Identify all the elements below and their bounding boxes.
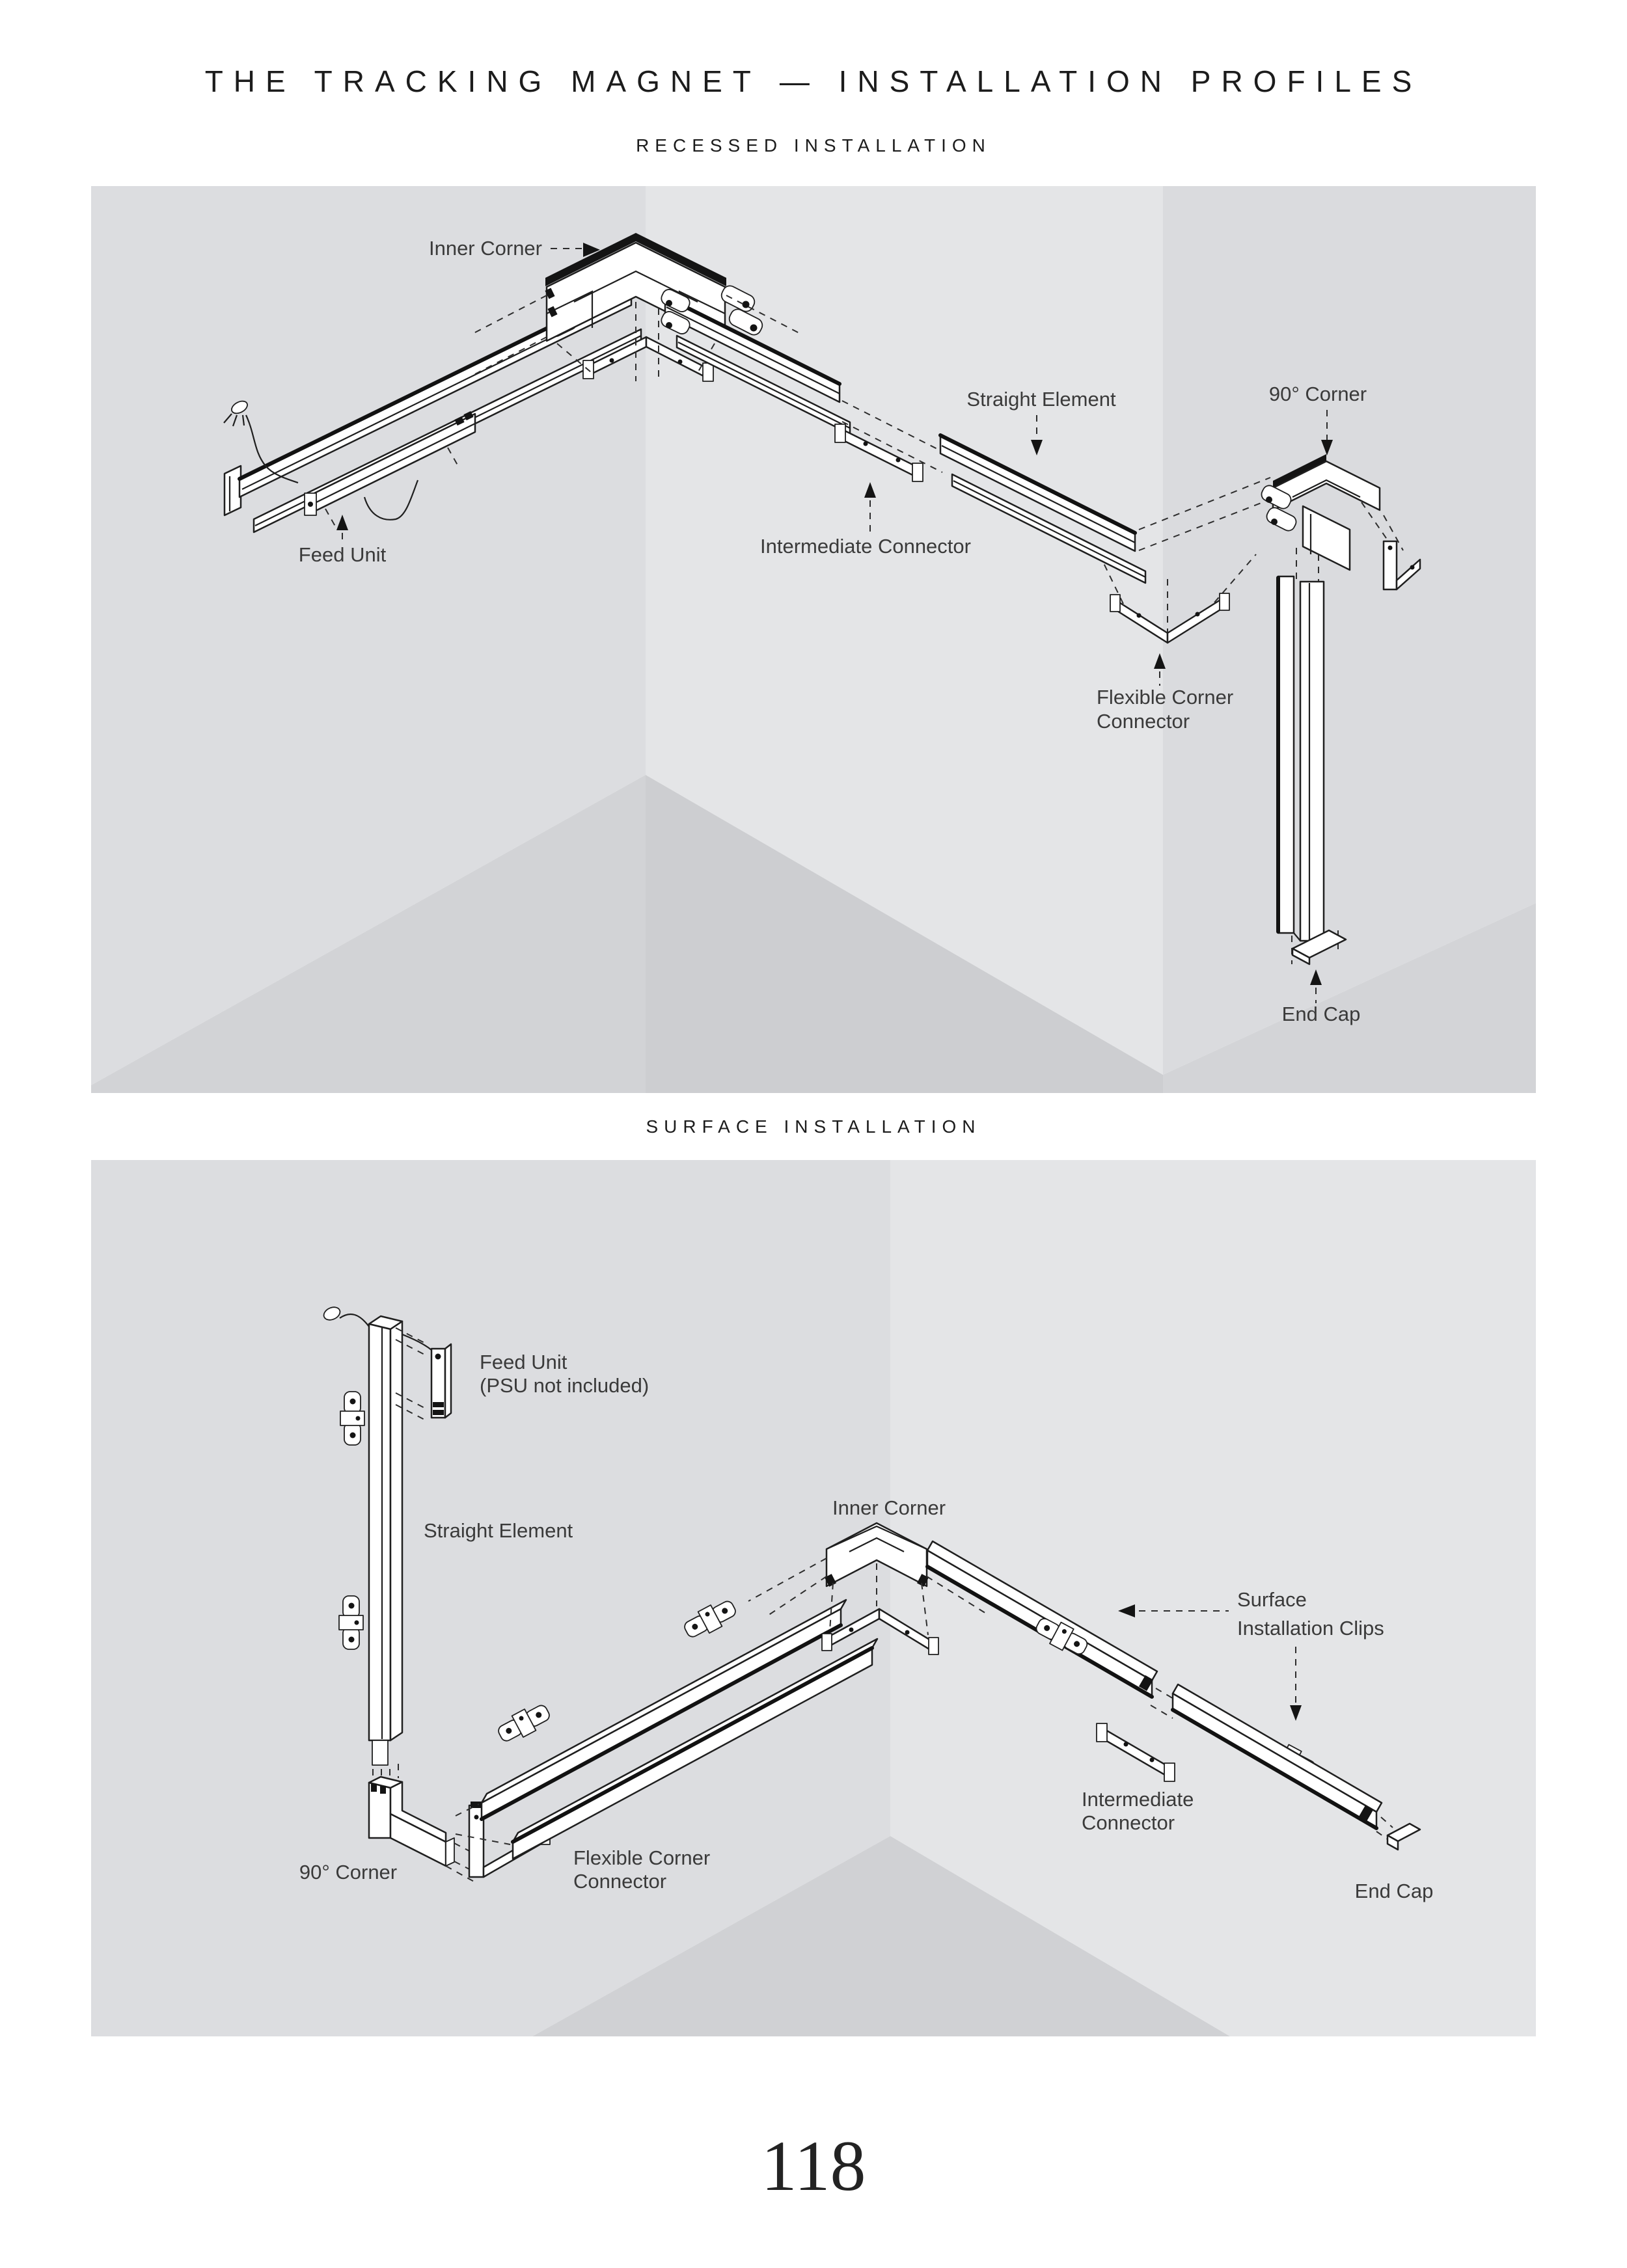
surface-installation-figure (91, 1160, 1536, 2036)
recessed-installation-figure (91, 186, 1536, 1093)
pole-clip-upper (340, 1392, 364, 1445)
label-surface-line1: Surface (1237, 1588, 1307, 1611)
label-intermediate-connector: Intermediate Connector (760, 535, 971, 558)
label-straight-element: Straight Element (424, 1519, 573, 1542)
label-intermediate-line2: Connector (1082, 1811, 1175, 1834)
vertical-straight-element (369, 1316, 402, 1781)
label-flexible-corner-line1: Flexible Corner (1097, 686, 1234, 709)
label-surface-line2: Installation Clips (1237, 1617, 1384, 1640)
vertical-rail (1278, 548, 1324, 941)
label-inner-corner: Inner Corner (428, 237, 542, 260)
label-flexible-corner-line2: Connector (573, 1870, 667, 1893)
label-90-corner: 90° Corner (299, 1861, 398, 1883)
corner-90-callout (299, 1861, 397, 1883)
label-inner-corner: Inner Corner (832, 1496, 946, 1519)
label-feed-unit-line2: (PSU not included) (480, 1374, 649, 1397)
label-feed-unit: Feed Unit (298, 543, 387, 566)
end-cap-callout (1355, 1880, 1434, 1902)
section-heading-recessed: RECESSED INSTALLATION (636, 135, 991, 155)
section-heading-surface: SURFACE INSTALLATION (646, 1116, 981, 1137)
label-feed-unit-line1: Feed Unit (480, 1351, 567, 1373)
label-flexible-corner-line2: Connector (1097, 710, 1190, 733)
surface-diagram (91, 1160, 1536, 2036)
recessed-diagram (91, 186, 1536, 1093)
label-flexible-corner-line1: Flexible Corner (573, 1846, 711, 1869)
room-walls-surface (91, 1160, 1536, 2036)
label-straight-element: Straight Element (966, 388, 1116, 411)
label-intermediate-line1: Intermediate (1082, 1788, 1194, 1811)
page-title: THE TRACKING MAGNET — INSTALLATION PROFILES (204, 64, 1423, 98)
pole-clip-lower (339, 1596, 363, 1649)
label-90-corner: 90° Corner (1268, 383, 1367, 405)
label-end-cap: End Cap (1281, 1003, 1361, 1025)
page-number: 118 (761, 2126, 866, 2206)
label-end-cap: End Cap (1354, 1880, 1434, 1902)
